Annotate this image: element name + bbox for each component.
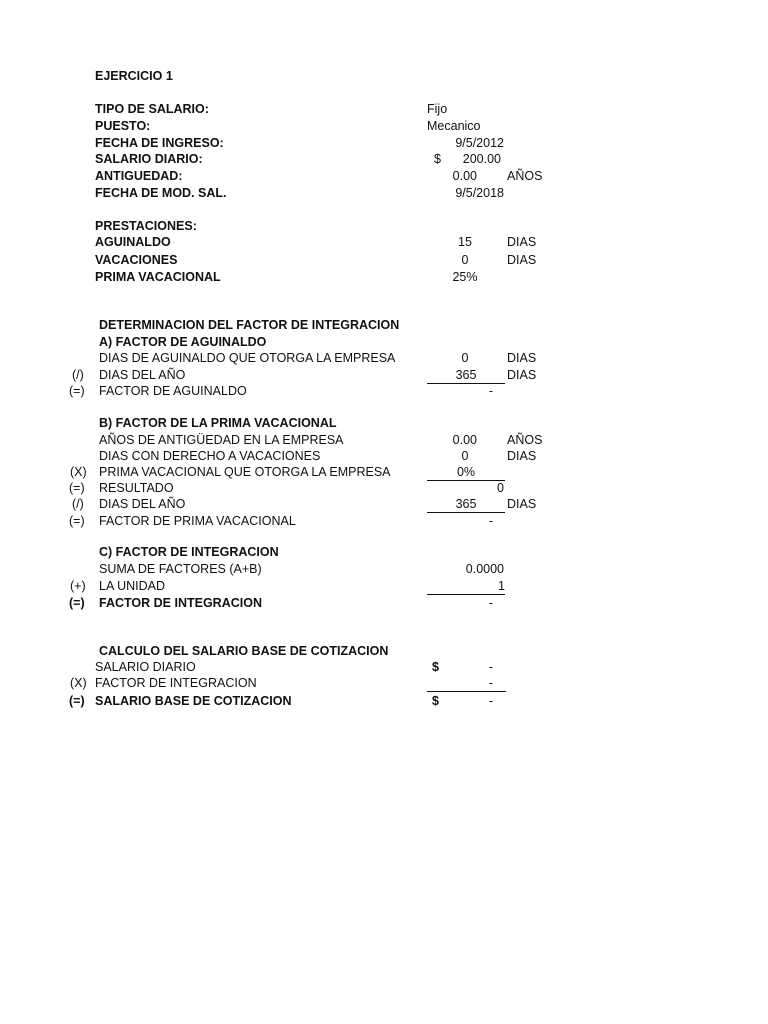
aguinaldo-unit: DIAS [507, 235, 537, 249]
operator-equals: (=) [69, 514, 85, 528]
antiguedad-label: ANTIGUEDAD: [95, 169, 183, 183]
prima-otorga-value: 0% [427, 465, 505, 481]
sbc-currency: $ [432, 694, 439, 708]
operator-equals: (=) [69, 481, 85, 495]
dias-del-ano-value: 365 [427, 497, 505, 513]
salario-diario-label: SALARIO DIARIO: [95, 152, 203, 166]
dias-del-ano-unit: DIAS [507, 497, 537, 511]
factor-prima-vacacional-title: B) FACTOR DE LA PRIMA VACACIONAL [99, 416, 337, 430]
salario-base-cotizacion-label: SALARIO BASE DE COTIZACION [95, 694, 292, 708]
factor-integracion-header: DETERMINACION DEL FACTOR DE INTEGRACION [99, 318, 400, 332]
prima-vacacional-value: 25% [452, 270, 478, 284]
dias-aguinaldo-value: 0 [461, 351, 469, 365]
factor-integracion-label: FACTOR DE INTEGRACION [99, 596, 262, 610]
la-unidad-label: LA UNIDAD [99, 579, 165, 593]
antiguedad-value: 0.00 [452, 169, 477, 183]
puesto-value: Mecanico [427, 119, 481, 133]
resultado-label: RESULTADO [99, 481, 174, 495]
dias-del-ano-unit: DIAS [507, 368, 537, 382]
factor-aguinaldo-label: FACTOR DE AGUINALDO [99, 384, 247, 398]
fecha-ingreso-value: 9/5/2012 [455, 136, 504, 150]
operator-divide: (/) [72, 497, 84, 511]
vacaciones-label: VACACIONES [95, 253, 178, 267]
salario-currency: $ [432, 660, 439, 674]
vacaciones-unit: DIAS [507, 253, 537, 267]
anos-antiguedad-label: AÑOS DE ANTIGÜEDAD EN LA EMPRESA [99, 433, 344, 447]
operator-multiply: (X) [70, 465, 87, 479]
prima-otorga-label: PRIMA VACACIONAL QUE OTORGA LA EMPRESA [99, 465, 391, 479]
anos-antiguedad-value: 0.00 [452, 433, 477, 447]
operator-equals: (=) [69, 596, 85, 610]
tipo-salario-label: TIPO DE SALARIO: [95, 102, 209, 116]
factor-aguinaldo-value: - [488, 384, 493, 398]
dias-aguinaldo-label: DIAS DE AGUINALDO QUE OTORGA LA EMPRESA [99, 351, 396, 365]
factor-integracion-text: - [488, 676, 493, 690]
la-unidad-value: 1 [427, 579, 505, 595]
salario-diario-value: 200.00 [462, 152, 501, 166]
page-title: EJERCICIO 1 [95, 69, 173, 83]
factor-prima-vacacional-label: FACTOR DE PRIMA VACACIONAL [99, 514, 296, 528]
antiguedad-unit: AÑOS [507, 169, 543, 183]
fecha-ingreso-label: FECHA DE INGRESO: [95, 136, 224, 150]
operator-plus: (+) [70, 579, 86, 593]
anos-antiguedad-unit: AÑOS [507, 433, 543, 447]
puesto-label: PUESTO: [95, 119, 151, 133]
dias-del-ano-label: DIAS DEL AÑO [99, 497, 186, 511]
resultado-value: 0 [497, 481, 504, 495]
factor-integracion-value [427, 676, 506, 692]
factor-prima-vacacional-value: - [488, 514, 493, 528]
salario-base-cotizacion-value: - [488, 694, 493, 708]
prima-vacacional-label: PRIMA VACACIONAL [95, 270, 221, 284]
salario-diario-label: SALARIO DIARIO [95, 660, 196, 674]
salario-diario-value: - [488, 660, 493, 674]
dias-del-ano-value: 365 [427, 368, 505, 384]
aguinaldo-value: 15 [458, 235, 472, 249]
factor-integracion-value: - [488, 596, 493, 610]
operator-multiply: (X) [70, 676, 87, 690]
vacaciones-value: 0 [461, 253, 469, 267]
factor-aguinaldo-title: A) FACTOR DE AGUINALDO [99, 335, 267, 349]
factor-integracion-label: FACTOR DE INTEGRACION [95, 676, 257, 690]
operator-equals: (=) [69, 694, 85, 708]
salario-currency: $ [434, 152, 441, 166]
aguinaldo-label: AGUINALDO [95, 235, 171, 249]
fecha-mod-label: FECHA DE MOD. SAL. [95, 186, 227, 200]
dias-del-ano-label: DIAS DEL AÑO [99, 368, 186, 382]
tipo-salario-value: Fijo [427, 102, 448, 116]
calculo-sbc-header: CALCULO DEL SALARIO BASE DE COTIZACION [99, 644, 389, 658]
dias-aguinaldo-unit: DIAS [507, 351, 537, 365]
operator-divide: (/) [72, 368, 84, 382]
fecha-mod-value: 9/5/2018 [455, 186, 504, 200]
dias-vacaciones-label: DIAS CON DERECHO A VACACIONES [99, 449, 321, 463]
suma-factores-value: 0.0000 [465, 562, 504, 576]
dias-vacaciones-value: 0 [461, 449, 469, 463]
dias-vacaciones-unit: DIAS [507, 449, 537, 463]
operator-equals: (=) [69, 384, 85, 398]
suma-factores-label: SUMA DE FACTORES (A+B) [99, 562, 262, 576]
factor-integracion-title: C) FACTOR DE INTEGRACION [99, 545, 279, 559]
prestaciones-header: PRESTACIONES: [95, 219, 197, 233]
